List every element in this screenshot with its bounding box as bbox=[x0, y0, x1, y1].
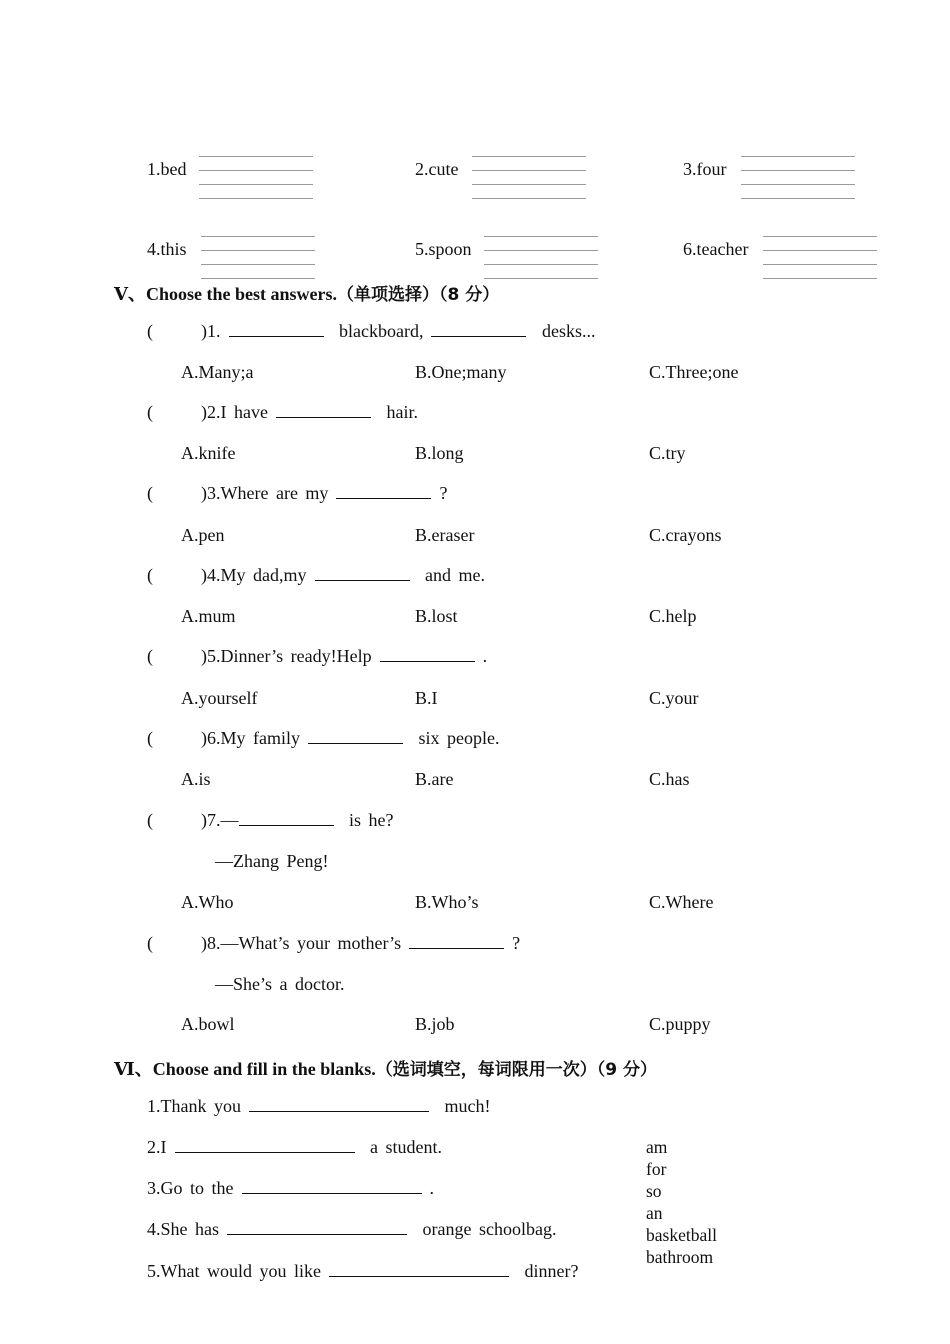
option-c: C.your bbox=[649, 688, 699, 708]
answer-blank[interactable] bbox=[276, 403, 371, 418]
writing-item-5: 5.spoon bbox=[415, 239, 472, 259]
writing-item-6: 6.teacher bbox=[683, 239, 749, 259]
answer-paren[interactable]: ( bbox=[147, 565, 153, 585]
writing-lines[interactable] bbox=[201, 236, 315, 280]
question-7-reply: —Zhang Peng! bbox=[215, 851, 329, 871]
option-a: A.is bbox=[181, 769, 211, 789]
fill-sentence-4: 4.She has orange schoolbag. bbox=[147, 1219, 557, 1239]
answer-paren[interactable]: ( bbox=[147, 728, 153, 748]
answer-paren[interactable]: ( bbox=[147, 483, 153, 503]
fill-sentence-3: 3.Go to the . bbox=[147, 1178, 434, 1198]
answer-blank[interactable] bbox=[308, 729, 403, 744]
fill-blank[interactable] bbox=[175, 1138, 355, 1153]
option-c: C.Where bbox=[649, 892, 714, 912]
word-bank bbox=[646, 1136, 717, 1268]
section-6-title-cn: （选词填空，每词限用一次）（9 分） bbox=[375, 1060, 658, 1080]
fill-blank[interactable] bbox=[249, 1097, 429, 1112]
option-b: B.One;many bbox=[415, 362, 507, 382]
section-5-title: Ⅴ、Choose the best answers. bbox=[114, 284, 337, 304]
word-bank-item: basketball bbox=[646, 1225, 717, 1245]
fill-sentence-5: 5.What would you like dinner? bbox=[147, 1261, 579, 1281]
question-4: )4.My dad,my and me. bbox=[201, 565, 485, 585]
question-1: )1. blackboard, desks... bbox=[201, 321, 596, 341]
option-b: B.I bbox=[415, 688, 438, 708]
fill-blank[interactable] bbox=[242, 1179, 422, 1194]
option-a: A.Many;a bbox=[181, 362, 254, 382]
section-6-heading bbox=[114, 1055, 657, 1081]
fill-blank[interactable] bbox=[227, 1220, 407, 1235]
question-7: )7.— is he? bbox=[201, 810, 394, 830]
answer-blank[interactable] bbox=[229, 322, 324, 337]
option-a: A.mum bbox=[181, 606, 236, 626]
answer-blank[interactable] bbox=[336, 484, 431, 499]
answer-paren[interactable]: ( bbox=[147, 402, 153, 422]
option-a: A.bowl bbox=[181, 1014, 235, 1034]
question-2: )2.I have hair. bbox=[201, 402, 418, 422]
word-bank-item: so bbox=[646, 1181, 662, 1201]
writing-lines[interactable] bbox=[763, 236, 877, 280]
option-c: C.puppy bbox=[649, 1014, 711, 1034]
option-a: A.Who bbox=[181, 892, 234, 912]
answer-paren[interactable]: ( bbox=[147, 933, 153, 953]
option-c: C.Three;one bbox=[649, 362, 739, 382]
option-b: B.lost bbox=[415, 606, 458, 626]
option-b: B.eraser bbox=[415, 525, 475, 545]
section-5-title-cn: （单项选择）（8 分） bbox=[336, 285, 500, 305]
answer-blank[interactable] bbox=[380, 647, 475, 662]
word-bank-item: bathroom bbox=[646, 1247, 714, 1267]
fill-sentence-2: 2.I a student. bbox=[147, 1137, 442, 1157]
option-b: B.long bbox=[415, 443, 464, 463]
question-5: )5.Dinner’s ready!Help . bbox=[201, 646, 488, 666]
fill-sentence-1: 1.Thank you much! bbox=[147, 1096, 491, 1116]
writing-lines[interactable] bbox=[484, 236, 598, 280]
answer-blank[interactable] bbox=[431, 322, 526, 337]
writing-item-3: 3.four bbox=[683, 159, 727, 179]
question-8: )8.—What’s your mother’s ? bbox=[201, 933, 521, 953]
option-a: A.knife bbox=[181, 443, 236, 463]
writing-lines[interactable] bbox=[472, 156, 586, 200]
word-bank-item: for bbox=[646, 1159, 667, 1179]
word-bank-item: an bbox=[646, 1203, 663, 1223]
answer-blank[interactable] bbox=[315, 566, 410, 581]
word-bank-item: am bbox=[646, 1137, 668, 1157]
option-a: A.yourself bbox=[181, 688, 258, 708]
section-6-title: Ⅵ、Choose and fill in the blanks. bbox=[114, 1059, 376, 1079]
option-c: C.try bbox=[649, 443, 686, 463]
option-a: A.pen bbox=[181, 525, 225, 545]
writing-item-4: 4.this bbox=[147, 239, 187, 259]
writing-item-1: 1.bed bbox=[147, 159, 187, 179]
answer-blank[interactable] bbox=[409, 934, 504, 949]
answer-paren[interactable]: ( bbox=[147, 810, 153, 830]
answer-blank[interactable] bbox=[239, 811, 334, 826]
option-b: B.job bbox=[415, 1014, 455, 1034]
writing-item-2: 2.cute bbox=[415, 159, 459, 179]
question-6: )6.My family six people. bbox=[201, 728, 500, 748]
option-b: B.are bbox=[415, 769, 454, 789]
question-8-reply: —She’s a doctor. bbox=[215, 974, 345, 994]
question-3: )3.Where are my ? bbox=[201, 483, 448, 503]
option-c: C.has bbox=[649, 769, 690, 789]
option-b: B.Who’s bbox=[415, 892, 479, 912]
answer-paren[interactable]: ( bbox=[147, 646, 153, 666]
fill-blank[interactable] bbox=[329, 1262, 509, 1277]
answer-paren[interactable]: ( bbox=[147, 321, 153, 341]
section-5-heading bbox=[114, 280, 499, 306]
option-c: C.crayons bbox=[649, 525, 722, 545]
writing-lines[interactable] bbox=[199, 156, 313, 200]
writing-lines[interactable] bbox=[741, 156, 855, 200]
option-c: C.help bbox=[649, 606, 697, 626]
